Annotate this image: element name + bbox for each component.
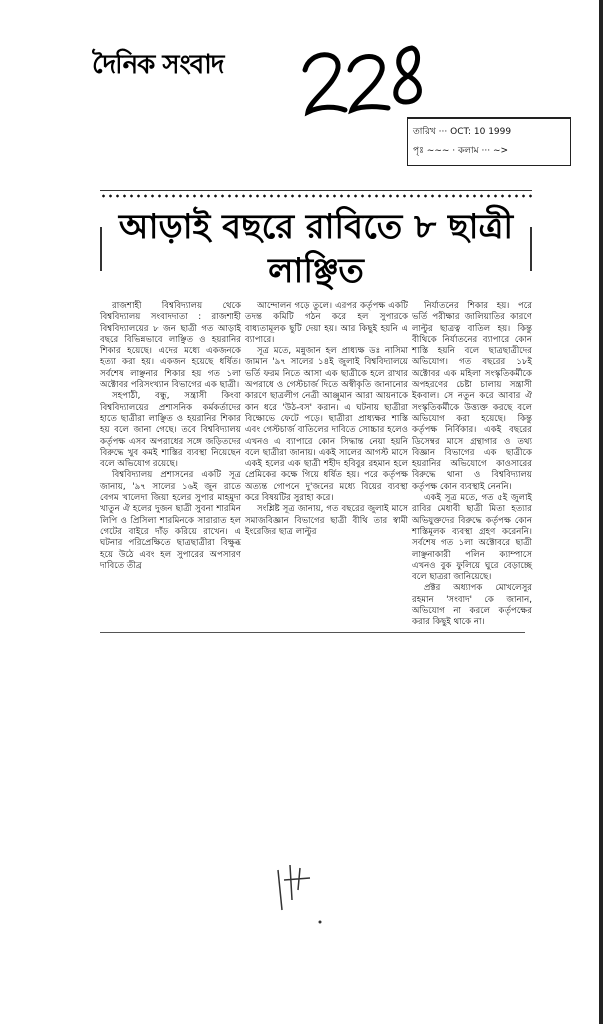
date-stamp: তারিখ ··· OCT: 10 1999 পৃঃ ~~~ · কলাম ··· ~>	[407, 117, 571, 166]
column-label: কলাম	[458, 146, 479, 156]
paragraph: নির্যাতনের শিকার হয়। পরে ভর্তি পরীক্ষার জালিয়াতির কারণে লাল্টুর ছাত্রত্ব বাতিল হয়। কিন্তু বীথিকে নির্যাতনের ব্যাপারে কোন শাস্তি হয়নি বলে ছাত্রছাত্রীদের অভিযোগ। গত বছরের ১৮ই অক্টোবর এক মহিলা সংস্কৃতিকর্মীকে অপহরণের চেষ্টা চালায় সন্ত্রাসী ইকবাল। সে নতুন করে আবার ঐ সংস্কৃতিকর্মীকে উত্ত্যক্ত করছে বলে অভিযোগ করা হয়েছে। কিন্তু কর্তৃপক্ষ নির্বিকার। একই বছরের ডিসেম্বর মাসে গ্রন্থাগার ও তথ্য বিজ্ঞান বিভাগের এক ছাত্রীকে হয়রানির অভিযোগে কাওসারের বিরুদ্ধে থানা ও বিশ্ববিদ্যালয় কর্তৃপক্ষ কোন ব্যবস্থাই নেননি।	[412, 301, 532, 492]
date-label: তারিখ	[413, 127, 436, 137]
scan-edge	[599, 0, 603, 1024]
article-column-3	[412, 301, 532, 629]
headline-text: আড়াই বছরে রাবিতে ৮ ছাত্রী লাঞ্ছিত	[118, 207, 514, 291]
newspaper-masthead: দৈনিক সংবাদ	[92, 50, 224, 80]
paragraph: প্রক্টর অধ্যাপক মোখলেসুর রহমান 'সংবাদ' কে জানান, অভিযোগ না করলে কর্তৃপক্ষের করার কিছুই থাকে না।	[412, 583, 532, 628]
article-columns	[100, 301, 532, 629]
scan-marks	[270, 860, 330, 930]
article-column-2	[245, 301, 408, 538]
handwritten-number	[300, 40, 430, 120]
headline-slash	[530, 227, 532, 271]
paragraph: আন্দোলন গড়ে তুলে। এরপর কর্তৃপক্ষ একটি তদন্ত কমিটি গঠন করে হল সুপারকে বাধ্যতামূলক ছুটি দেয়া হয়। আর কিছুই হয়নি এ ব্যাপারে।	[245, 301, 408, 345]
paragraph: সহপাঠী, বন্ধু, সন্ত্রাসী কিংবা বিশ্ববিদ্যালয়ের প্রশাসনিক কর্মকর্তাদের হাতে ছাত্রীরা লাঞ্ছিত ও হয়রানির শিকার হয় বলে জানা গেছে। তবে বিশ্ববিদ্যালয় কর্তৃপক্ষ এসব অপরাধের সঙ্গে জড়িতদের বিরুদ্ধে খুব কমই শাস্তির ব্যবস্থা নিয়েছেন বলে অভিযোগ রয়েছে।	[100, 391, 241, 470]
paragraph: সংশ্লিষ্ট সূত্র জানায়, গত বছরের জুলাই মাসে সমাজবিজ্ঞান বিভাগের ছাত্রী বীথি তার স্বামী ইংরেজির ছাত্র লাল্টুর	[245, 504, 408, 537]
paragraph: একই সূত্র মতে, গত ৫ই জুলাই রাবির মেধাবী ছাত্রী মিতা হত্যার অভিযুক্তদের বিরুদ্ধে কর্তৃপক্ষ কোন শাস্তিমূলক ব্যবস্থা গ্রহণ করেননি। সর্বশেষ গত ১লা অক্টোবরে ছাত্রী লাঞ্ছনাকারী পলিন ক্যাম্পাসে এখনও বুক ফুলিয়ে ঘুরে বেড়াচ্ছে বলে ছাত্ররা জানিয়েছে।	[412, 493, 532, 583]
date-value: OCT: 10 1999	[450, 127, 512, 137]
paragraph: সূত্র মতে, মন্নুজান হল প্রাধ্যক্ষ ডঃ নাসিমা জামান '৯৭ সালের ১৪ই জুলাই বিশ্ববিদ্যালয়ে ভর্তি ফরম নিতে আসা এক ছাত্রীকে হলে রাখার অপরাধে ও গেস্টচার্জ দিতে অস্বীকৃতি জানানোর কারণে ছাত্রলীগ নেত্রী আঞ্জুমান আরা আয়নাকে কান ধরে 'উঠ-বস' করান। এ ঘটনায় ছাত্রীরা বিক্ষোভে ফেটে পড়ে। ছাত্রীরা প্রাধ্যক্ষর শাস্তি এবং গেস্টচার্জ বাতিলের দাবিতে সোচ্চার হলেও এখনও এ ব্যাপারে কোন সিদ্ধান্ত নেয়া হয়নি বলে ছাত্রীরা জানায়। একই সালের আগস্ট মাসে একই হলের এক ছাত্রী শহীদ হবিবুর রহমান হলে প্রেমিকের কক্ষে গিয়ে ধর্ষিত হয়। পরে কর্তৃপক্ষ অত্যন্ত গোপনে দু'জনের মধ্যে বিয়ের ব্যবস্থা করে বিষয়টির সুরাহা করে।	[245, 346, 408, 504]
paragraph: রাজশাহী বিশ্ববিদ্যালয় থেকে বিশ্ববিদ্যালয় সংবাদদাতা : রাজশাহী বিশ্ববিদ্যালয়ের ৮ জন ছাত্রী গত আড়াই বছরে বিভিন্নভাবে লাঞ্ছিত ও হয়রানির শিকার হয়েছে। এদের মধ্যে একজনকে হত্যা করা হয়। একজন হয়েছে ধর্ষিত। সর্বশেষ লাঞ্ছনার শিকার হয় গত ১লা অক্টোবর পরিসংখ্যান বিভাগের এক ছাত্রী।	[100, 301, 241, 391]
headline-slash	[100, 227, 102, 271]
page-label: পৃঃ	[413, 146, 424, 156]
paragraph: বিশ্ববিদ্যালয় প্রশাসনের একটি সূত্র জানায়, '৯৭ সালের ১৬ই জুন রাতে বেগম খালেদা জিয়া হলের সুপার মাহমুদা খাতুন ঐ হলের দুজন ছাত্রী সুবনা শারমিন লিপি ও প্রিসিলা শারমিনকে সারারাত হল গেটের বাইরে দাঁড় করিয়ে রাখেন। এ ঘটনার পরিপ্রেক্ষিতে ছাত্রছাত্রীরা বিক্ষুব্ধ হয়ে উঠে এবং হল সুপারের অপসারণ দাবিতে তীব্র	[100, 470, 241, 571]
bottom-rule	[100, 632, 525, 633]
dotted-rule	[100, 190, 532, 199]
headline	[100, 205, 532, 293]
article	[100, 190, 532, 633]
article-column-1	[100, 301, 241, 572]
